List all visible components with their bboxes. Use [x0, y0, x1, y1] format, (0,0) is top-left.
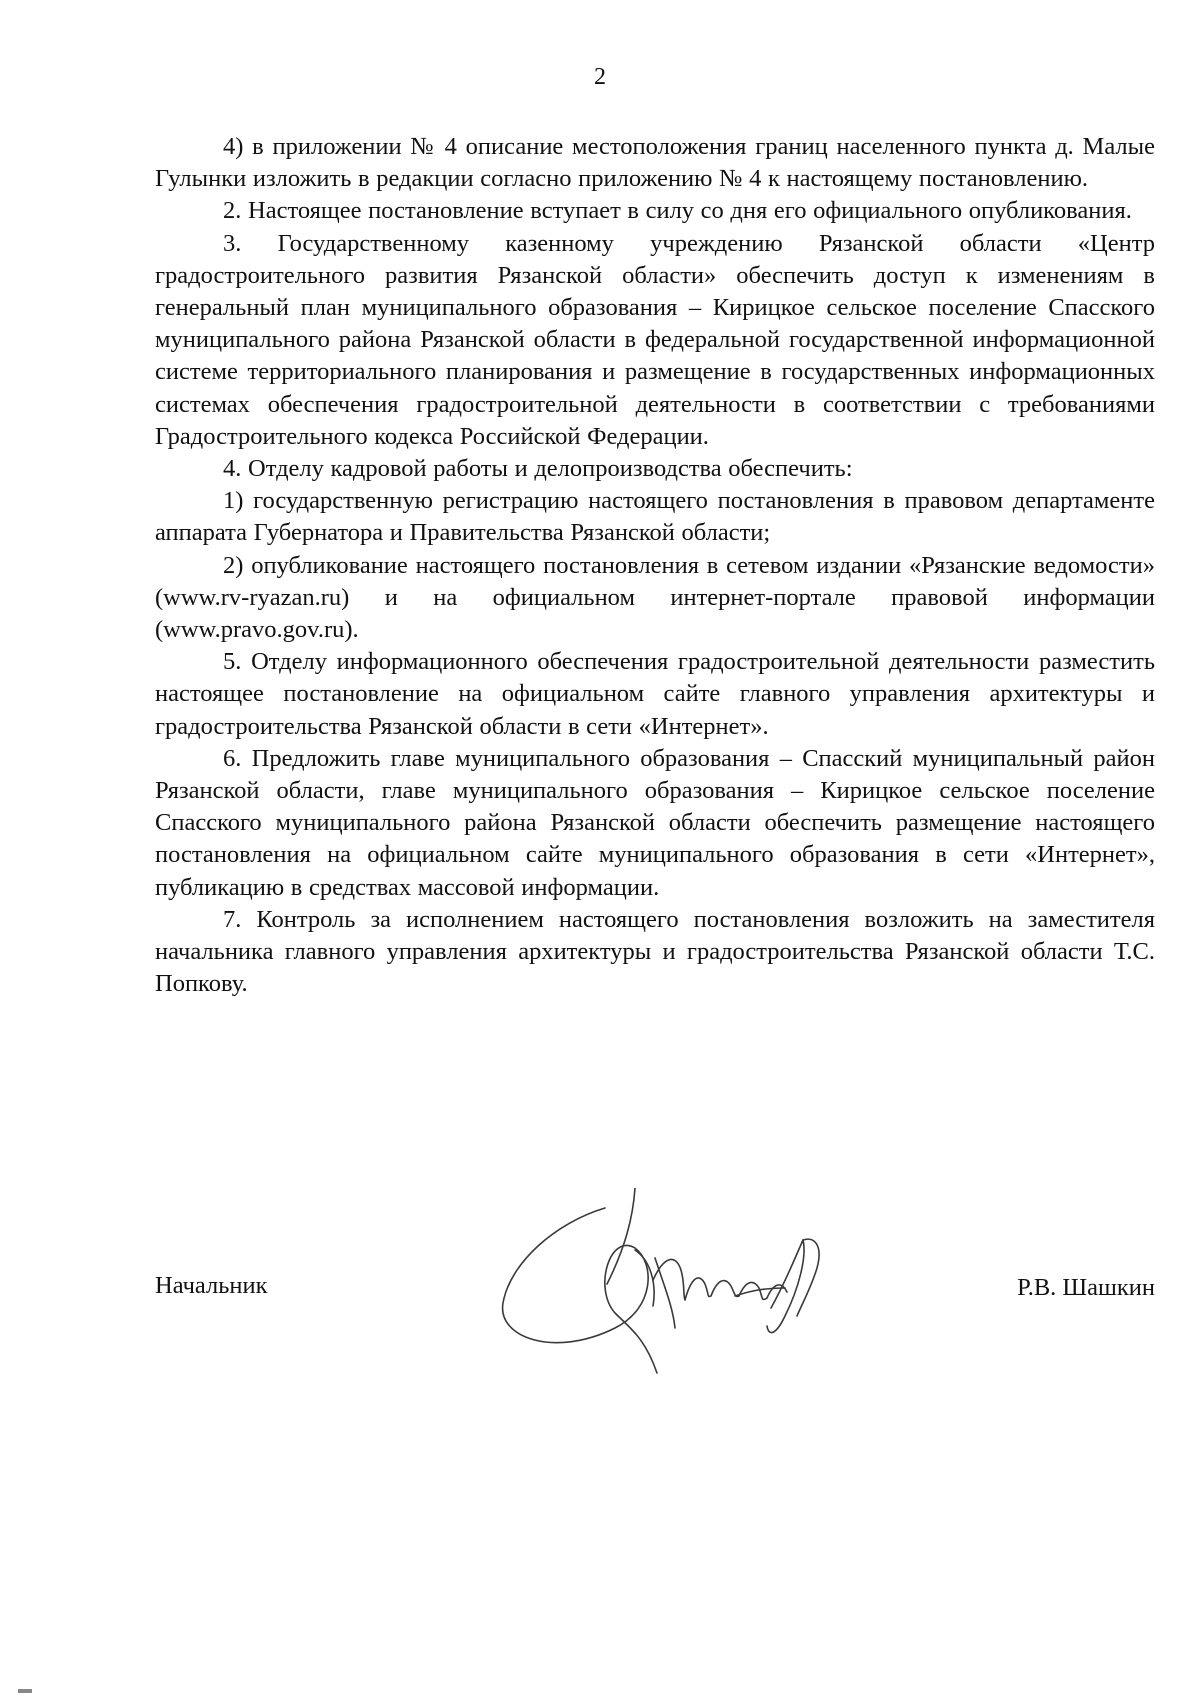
signature-block: [155, 1250, 1155, 1410]
paragraph-7-control: 7. Контроль за исполнением настоящего постановления возложить на заместителя начальника главного управления архитектуры и градостроительства Рязанской области Т.С. Попкову.: [155, 905, 1155, 998]
paragraph-3-access: 3. Государственному казенному учреждению Рязанской области «Центр градостроительного развития Рязанской области» обеспечить доступ к изменениям в генеральный план муниципального образования – Кирицкое сельское поселение Спасского муниципального района Рязанской области в федеральной государственной информационной системе территориального планирования и размещение в государственных информационных системах обеспечения градостроительной деятельности в соответствии с требованиями Градостроительного кодекса Российской Федерации.: [155, 229, 1155, 450]
signer-name: Р.В. Шашкин: [1017, 1274, 1155, 1301]
document-body: [155, 131, 1155, 1000]
paragraph-item-4-appendix: 4) в приложении № 4 описание местоположения границ населенного пункта д. Малые Гулынки изложить в редакции согласно приложению № 4 к настоящему постановлению.: [155, 133, 1155, 193]
paragraph-4-hr-department: 4. Отделу кадровой работы и делопроизводства обеспечить:: [223, 455, 853, 483]
signer-title: Начальник: [155, 1272, 268, 1299]
handwritten-signature-icon: [485, 1188, 845, 1378]
paragraph-6-municipal: 6. Предложить главе муниципального образования – Спасский муниципальный район Рязанской области, главе муниципального образования – Кирицкое сельское поселение Спасского муниципального района Рязанской области обеспечить размещение настоящего постановления на официальном сайте муниципального образования в сети «Интернет», публикацию в средствах массовой информации.: [155, 744, 1155, 901]
scan-artifact: [18, 1689, 32, 1693]
paragraph-4-2-publication: 2) опубликование настоящего постановления в сетевом издании «Рязанские ведомости» (www.rv-ryazan.ru) и на официальном интернет-портале правовой информации (www.pravo.gov.ru).: [155, 551, 1155, 644]
paragraph-5-website: 5. Отделу информационного обеспечения градостроительной деятельности разместить настоящее постановление на официальном сайте главного управления архитектуры и градостроительства Рязанской области в сети «Интернет».: [155, 648, 1155, 740]
paragraph-4-1-registration: 1) государственную регистрацию настоящего постановления в правовом департаменте аппарата Губернатора и Правительства Рязанской области;: [155, 487, 1155, 547]
paragraph-2-effective-date: 2. Настоящее постановление вступает в силу со дня его официального опубликования.: [223, 197, 1132, 225]
page-number: 2: [594, 64, 606, 90]
